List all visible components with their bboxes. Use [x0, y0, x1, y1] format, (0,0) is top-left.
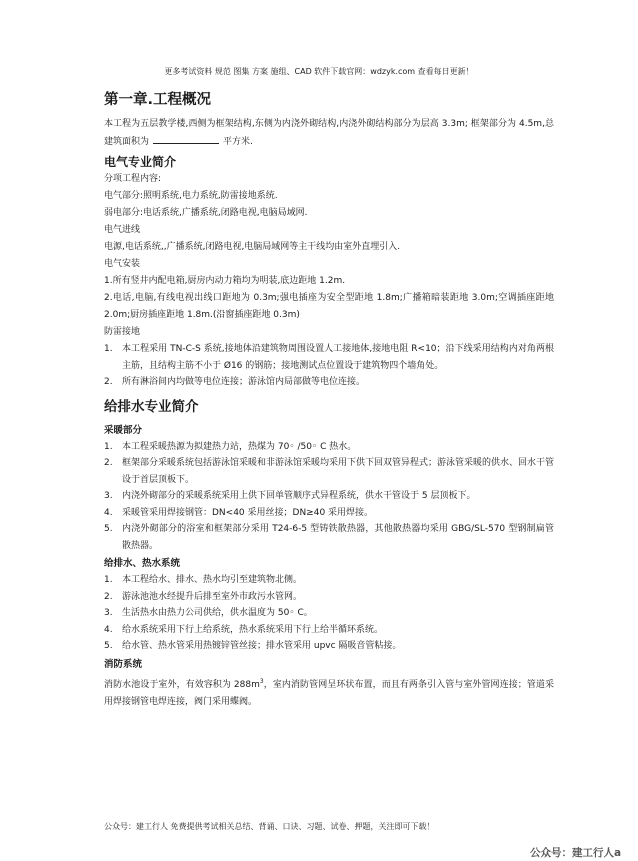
item-text: 采暖管采用焊接钢管：DN<40 采用丝接；DN≥40 采用焊接。 — [122, 507, 374, 518]
list-item — [104, 374, 554, 391]
lightning-list — [104, 341, 554, 391]
item-number: 1. — [104, 344, 113, 354]
item-text: 给水管、热水管采用热镀锌管丝接；排水管采用 upvc 隔吸音管粘接。 — [122, 641, 402, 651]
item-number: 4. — [104, 507, 113, 518]
item-text: 内浇外砌部分的采暖系统采用上供下回单管顺序式异程系统，供水干管设于 5 层顶板下。 — [122, 491, 476, 501]
item-number: 5. — [104, 524, 113, 534]
list-item — [104, 622, 554, 639]
fire-text-2: ，室内消防管网呈环状布置，而且有两条引入管与室外管网连接；管道采用焊接钢管电焊连接，阀门采用蝶阀。 — [104, 679, 554, 707]
electrical-line: 分项工程内容: — [104, 174, 162, 184]
item-number: 5. — [104, 641, 113, 651]
electrical-line: 防雷接地 — [104, 327, 141, 337]
item-text: 框架部分采暖系统包括游泳馆采暖和非游泳馆采暖均采用下供下回双管异程式；游泳管采暖的供水、回水干管设于首层顶板下。 — [122, 458, 555, 485]
fire-subtitle: 消防系统 — [104, 658, 143, 670]
electrical-line: 1.所有竖井内配电箱,厨房内动力箱均为明装,底边距地 1.2m. — [104, 276, 346, 286]
list-item — [104, 605, 554, 622]
electrical-line: 弱电部分:电话系统,广播系统,闭路电视,电脑局域网. — [104, 208, 308, 218]
heating-list — [104, 439, 554, 555]
item-number: 1. — [104, 441, 113, 452]
heating-subtitle: 采暖部分 — [104, 424, 143, 436]
item-text: 内浇外砌部分的浴室和框架部分采用 T24-6-5 型铸铁散热器，其他散热器均采用 GBG/SL-570 型钢制扁管散热器。 — [122, 524, 554, 551]
chapter-title: 第一章.工程概况 — [104, 92, 212, 108]
item-text: 本工程采用 TN-C-S 系统,接地体沿建筑物周围设置人工接地体,接地电阻 R<10；沿下线采用结构内对角两根主筋，且结构主筋不小于 Ø16 的钢筋；接地测试点位置设于建筑物四个墙角处。 — [122, 344, 554, 371]
list-item — [104, 521, 554, 554]
item-number: 3. — [104, 491, 113, 501]
electrical-line: 电源,电话系统,,广播系统,闭路电视,电脑局域网等主干线均由室外直埋引入. — [104, 242, 401, 252]
list-item — [104, 638, 554, 655]
electrical-section-title: 电气专业简介 — [104, 155, 177, 169]
item-text: 本工程给水、排水、热水均引至建筑物北侧。 — [122, 575, 303, 585]
electrical-line: 2.电话,电脑,有线电视出线口距地为 0.3m;强电插座为安全型距地 1.8m;广播箱暗装距地 3.0m;空调插座距地 2.0m;厨房插座距地 1.8m.(沿窗插座距地 0.3m) — [104, 293, 554, 320]
electrical-line: 电气进线 — [104, 225, 141, 235]
item-text: 本工程采暖热源为拟建热力站，热煤为 70◦ /50◦ C 热水。 — [122, 441, 357, 452]
overview-text-1: 本工程为五层教学楼,西侧为框架结构,东侧为内浇外砌结构,内浇外砌结构部分为层高 3.3m; 框架部分为 4.5m,总建筑面积为 — [104, 119, 554, 147]
item-number: 3. — [104, 608, 113, 618]
item-number: 4. — [104, 624, 113, 635]
fire-text-1: 消防水池设于室外，有效容积为 288m — [104, 679, 260, 690]
document-body — [104, 90, 554, 711]
plumbing-section-title: 给排水专业简介 — [104, 398, 199, 415]
blank-fill-line — [153, 133, 219, 144]
electrical-line: 电气部分:照明系统,电力系统,防雷接地系统. — [104, 191, 278, 201]
list-item — [104, 455, 554, 488]
fire-paragraph — [104, 673, 554, 711]
item-number: 1. — [104, 575, 113, 585]
list-item — [104, 505, 554, 522]
list-item — [104, 439, 554, 456]
overview-paragraph — [104, 116, 554, 151]
item-number: 2. — [104, 458, 113, 468]
list-item — [104, 488, 554, 505]
item-text: 生活热水由热力公司供给，供水温度为 50◦ C。 — [122, 608, 313, 618]
header-note: 更多考试资料 规范 图集 方案 施组、CAD 软件下载官网：wdzyk.com 查看每日更新！ — [164, 67, 474, 76]
superscript: 3 — [259, 677, 264, 685]
item-number: 2. — [104, 377, 113, 387]
water-list — [104, 572, 554, 655]
item-text: 游泳池池水经提升后排至室外市政污水管网。 — [122, 591, 303, 602]
watermark: 公众号：建工行人a — [530, 847, 622, 859]
list-item — [104, 341, 554, 374]
item-text: 给水系统采用下行上给系统，热水系统采用下行上给半循环系统。 — [122, 624, 384, 635]
item-text: 所有淋浴间内均做等电位连接；游泳馆内局部做等电位连接。 — [122, 377, 366, 387]
overview-text-2: 平方米. — [223, 137, 253, 147]
electrical-line: 电气安装 — [104, 259, 141, 269]
water-subtitle: 给排水、热水系统 — [104, 558, 181, 569]
item-number: 2. — [104, 591, 113, 602]
footer-note: 公众号：建工行人 免费提供考试相关总结、背诵、口诀、习题、试卷、押题，关注即可下载！ — [104, 822, 435, 831]
list-item — [104, 572, 554, 589]
list-item — [104, 589, 554, 606]
